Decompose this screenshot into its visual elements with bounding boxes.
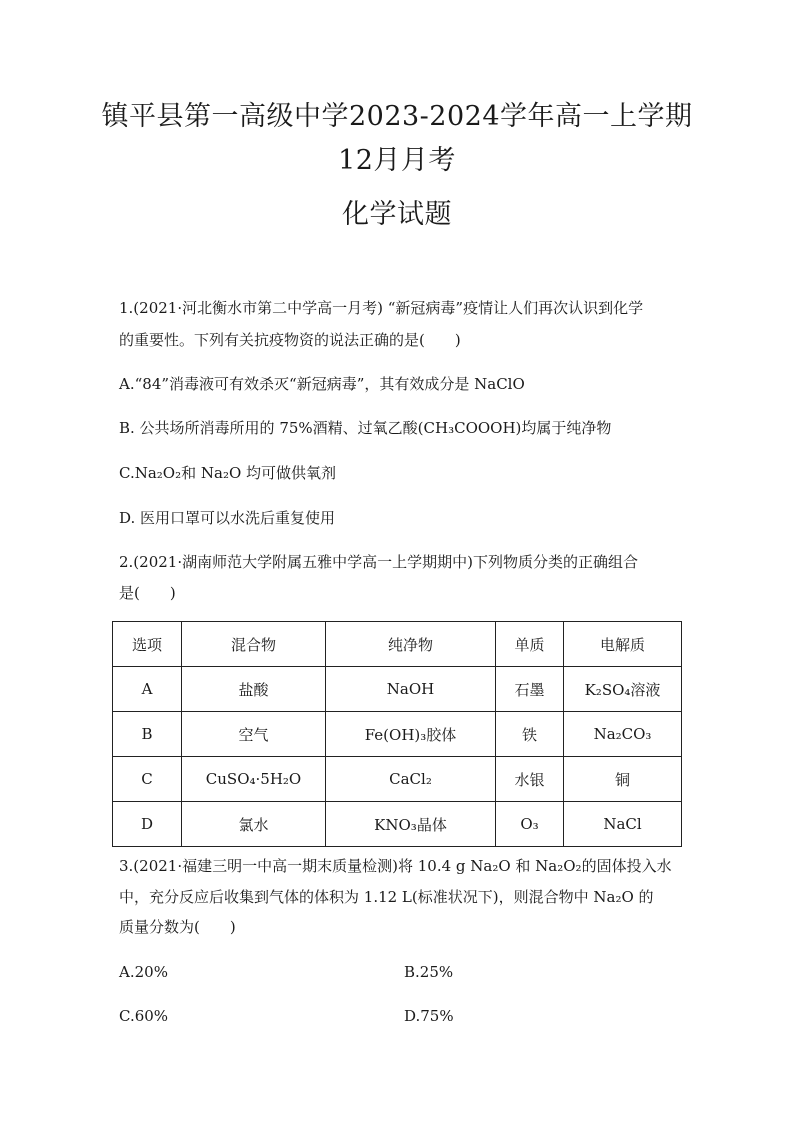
q2-stem-line2: 是( ) [119, 584, 176, 602]
q1-stem-line1: 1.(2021·河北衡水市第二中学高一月考) “新冠病毒”疫情让人们再次认识到化学 [119, 299, 644, 317]
q2-stem-line1: 2.(2021·湖南师范大学附属五雅中学高一上学期期中)下列物质分类的正确组合 [119, 553, 638, 571]
q1-option-b: B. 公共场所消毒所用的 75%酒精、过氧乙酸(CH₃COOOH)均属于纯净物 [119, 419, 612, 437]
table-row [113, 712, 682, 757]
q3-option-d: D.75% [404, 1007, 454, 1025]
q3-option-b: B.25% [404, 963, 454, 981]
table-header-cell: 纯净物 [326, 622, 496, 667]
table-cell: NaCl [564, 802, 682, 847]
table-cell: CuSO₄·5H₂O [182, 757, 326, 802]
table-row [113, 802, 682, 847]
q1-option-a: A.“84”消毒液可有效杀灭“新冠病毒”，其有效成分是 NaClO [119, 375, 525, 393]
table-header-cell: 选项 [113, 622, 182, 667]
table-cell: NaOH [326, 667, 496, 712]
table-cell: 铜 [564, 757, 682, 802]
table-row [113, 757, 682, 802]
q3-stem-line1: 3.(2021·福建三明一中高一期末质量检测)将 10.4 g Na₂O 和 Na₂O₂的固体投入水 [119, 857, 672, 875]
exam-title-line2: 12月月考 [338, 145, 456, 176]
q3-stem-line2: 中，充分反应后收集到气体的体积为 1.12 L(标准状况下)，则混合物中 Na₂O 的 [119, 888, 654, 906]
table-cell: Na₂CO₃ [564, 712, 682, 757]
table-cell: Fe(OH)₃胶体 [326, 712, 496, 757]
table-header-cell: 单质 [496, 622, 564, 667]
table-cell: K₂SO₄溶液 [564, 667, 682, 712]
table-cell: O₃ [496, 802, 564, 847]
table-cell: CaCl₂ [326, 757, 496, 802]
table-cell: 空气 [182, 712, 326, 757]
table-cell: D [113, 802, 182, 847]
q1-option-d: D. 医用口罩可以水洗后重复使用 [119, 509, 336, 527]
classification-table [112, 621, 682, 847]
exam-title-line1: 镇平县第一高级中学2023-2024学年高一上学期 [101, 101, 693, 132]
q1-option-c: C.Na₂O₂和 Na₂O 均可做供氧剂 [119, 464, 337, 482]
table-cell: B [113, 712, 182, 757]
table-cell: 水银 [496, 757, 564, 802]
table-header-row [113, 622, 682, 667]
exam-subject: 化学试题 [342, 199, 452, 230]
table-cell: 盐酸 [182, 667, 326, 712]
table-cell: C [113, 757, 182, 802]
table-cell: 石墨 [496, 667, 564, 712]
table-cell: A [113, 667, 182, 712]
table-header-cell: 混合物 [182, 622, 326, 667]
table-header-cell: 电解质 [564, 622, 682, 667]
q3-option-a: A.20% [119, 963, 168, 981]
table-row [113, 667, 682, 712]
table-cell: KNO₃晶体 [326, 802, 496, 847]
table-cell: 氯水 [182, 802, 326, 847]
q3-option-c: C.60% [119, 1007, 169, 1025]
q1-stem-line2: 的重要性。下列有关抗疫物资的说法正确的是( ) [119, 331, 461, 349]
table-cell: 铁 [496, 712, 564, 757]
q3-stem-line3: 质量分数为( ) [119, 918, 236, 936]
